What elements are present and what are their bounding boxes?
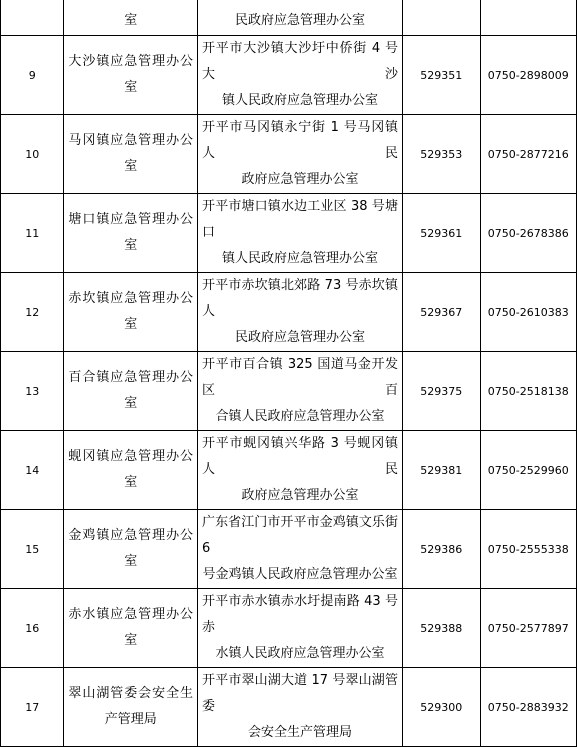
cell-zip: 529361 — [402, 194, 480, 273]
cell-name-line2: 室 — [124, 317, 138, 332]
cell-zip: 529367 — [402, 273, 480, 352]
cell-address — [198, 589, 403, 668]
cell-zip: 529300 — [402, 668, 480, 747]
cell-name-line2: 产管理局 — [104, 712, 157, 727]
cell-name-line2: 室 — [124, 554, 138, 569]
cell-address-line1: 开平市百合镇 325 国道马金开发区百 — [202, 357, 398, 398]
cell-tel: 0750-2877216 — [480, 115, 576, 194]
cell-zip: 529388 — [402, 589, 480, 668]
cell-address: 民政府应急管理办公室 — [198, 0, 403, 36]
cell-name — [64, 36, 198, 115]
cell-name — [64, 431, 198, 510]
cell-no: 16 — [1, 589, 64, 668]
cell-address-line2: 水镇人民政府应急管理办公室 — [215, 646, 385, 661]
cell-name-line2: 室 — [124, 475, 138, 490]
cell-name-line2: 室 — [124, 159, 138, 174]
cell-address-line2: 镇人民政府应急管理办公室 — [222, 93, 379, 108]
cell-no: 12 — [1, 273, 64, 352]
cell-address — [198, 668, 403, 747]
table-row — [1, 510, 577, 589]
cell-address-line2: 政府应急管理办公室 — [241, 488, 359, 503]
cell-name-line1: 翠山湖管委会安全生 — [68, 686, 194, 701]
cell-zip — [402, 0, 480, 36]
cell-name — [64, 273, 198, 352]
cell-tel: 0750-2555338 — [480, 510, 576, 589]
cell-address-line2: 号金鸡镇人民政府应急管理办公室 — [202, 567, 398, 582]
cell-name-line2: 室 — [124, 80, 138, 95]
cell-name — [64, 510, 198, 589]
table-row — [1, 352, 577, 431]
cell-name — [64, 589, 198, 668]
cell-name-line2: 室 — [124, 396, 138, 411]
table-row — [1, 194, 577, 273]
cell-no: 17 — [1, 668, 64, 747]
cell-address-line2: 会安全生产管理局 — [248, 725, 353, 740]
cell-address-line1: 开平市赤水镇赤水圩提南路 43 号赤 — [202, 594, 398, 635]
cell-tel: 0750-2678386 — [480, 194, 576, 273]
table-row — [1, 115, 577, 194]
cell-address-line2: 政府应急管理办公室 — [241, 172, 359, 187]
cell-tel: 0750-2883932 — [480, 668, 576, 747]
cell-address — [198, 273, 403, 352]
cell-name-line1: 大沙镇应急管理办公 — [68, 54, 194, 69]
cell-address-line1: 开平市赤坎镇北郊路 73 号赤坎镇人 — [202, 278, 398, 319]
cell-name-line1: 赤水镇应急管理办公 — [68, 607, 194, 622]
cell-name — [64, 668, 198, 747]
cell-zip: 529375 — [402, 352, 480, 431]
cell-tel: 0750-2518138 — [480, 352, 576, 431]
cell-name — [64, 115, 198, 194]
cell-address — [198, 431, 403, 510]
cell-zip: 529351 — [402, 36, 480, 115]
table-row — [1, 36, 577, 115]
cell-name: 室 — [64, 0, 198, 36]
cell-address-line1: 广东省江门市开平市金鸡镇文乐街 6 — [202, 515, 398, 556]
cell-address-line2: 民政府应急管理办公室 — [235, 330, 366, 345]
cell-tel: 0750-2898009 — [480, 36, 576, 115]
cell-name-line1: 蚬冈镇应急管理办公 — [68, 449, 194, 464]
cell-name-line2: 室 — [124, 633, 138, 648]
cell-name — [64, 352, 198, 431]
cell-zip: 529386 — [402, 510, 480, 589]
cell-tel — [480, 0, 576, 36]
cell-name-line1: 金鸡镇应急管理办公 — [68, 528, 194, 543]
cell-name-line2: 室 — [124, 238, 138, 253]
cell-no: 11 — [1, 194, 64, 273]
cell-name-line1: 塘口镇应急管理办公 — [68, 212, 194, 227]
cell-no: 9 — [1, 36, 64, 115]
table-row-partial — [1, 0, 577, 36]
cell-address-line2: 合镇人民政府应急管理办公室 — [215, 409, 385, 424]
cell-tel: 0750-2577897 — [480, 589, 576, 668]
cell-tel: 0750-2529960 — [480, 431, 576, 510]
cell-address-line1: 开平市大沙镇大沙圩中侨街 4 号大沙 — [202, 41, 398, 82]
cell-no: 14 — [1, 431, 64, 510]
cell-no: 10 — [1, 115, 64, 194]
cell-no: 15 — [1, 510, 64, 589]
cell-address — [198, 194, 403, 273]
cell-address-line1: 开平市塘口镇水边工业区 38 号塘口 — [202, 199, 398, 240]
table-row — [1, 431, 577, 510]
table-row — [1, 273, 577, 352]
cell-zip: 529381 — [402, 431, 480, 510]
cell-address-line2: 镇人民政府应急管理办公室 — [222, 251, 379, 266]
cell-address — [198, 352, 403, 431]
cell-address-line1: 开平市蚬冈镇兴华路 3 号蚬冈镇人民 — [202, 436, 398, 477]
cell-tel: 0750-2610383 — [480, 273, 576, 352]
cell-no: 13 — [1, 352, 64, 431]
cell-name-line1: 百合镇应急管理办公 — [68, 370, 194, 385]
cell-address — [198, 115, 403, 194]
table-row — [1, 668, 577, 747]
table-row — [1, 589, 577, 668]
cell-no — [1, 0, 64, 36]
cell-name-line1: 赤坎镇应急管理办公 — [68, 291, 194, 306]
cell-address-line1: 开平市翠山湖大道 17 号翠山湖管委 — [202, 673, 398, 714]
cell-address — [198, 510, 403, 589]
cell-address-line1: 开平市马冈镇永宁街 1 号马冈镇人民 — [202, 120, 398, 161]
cell-name — [64, 194, 198, 273]
cell-zip: 529353 — [402, 115, 480, 194]
cell-address — [198, 36, 403, 115]
cell-name-line1: 马冈镇应急管理办公 — [68, 133, 194, 148]
